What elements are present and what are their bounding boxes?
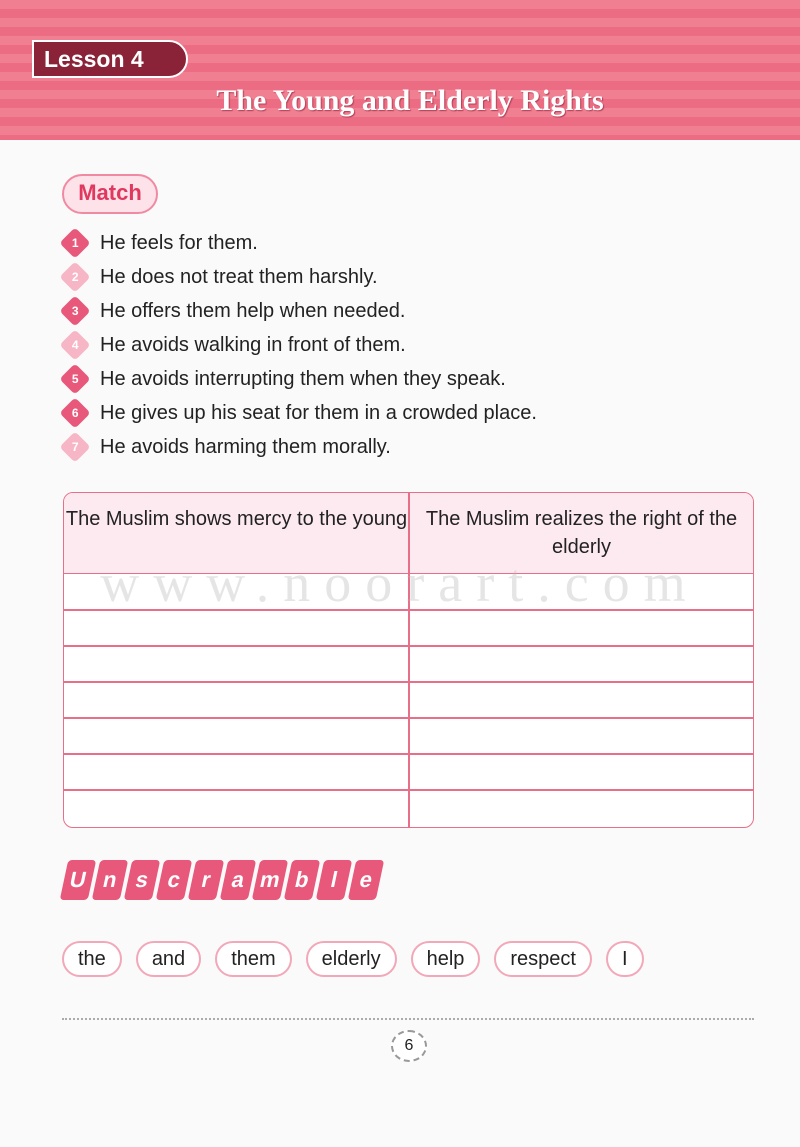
match-item (64, 364, 506, 394)
lesson-label: Lesson 4 (32, 40, 188, 78)
match-item (64, 228, 258, 258)
word-bank (62, 941, 644, 977)
word-chip: I (606, 941, 644, 977)
match-item-text: He feels for them. (100, 231, 258, 254)
column-header-young: The Muslim shows mercy to the young (65, 508, 408, 530)
letter-tile: e (348, 860, 385, 900)
number-badge: 7 (59, 431, 90, 462)
letter-tile: l (316, 860, 353, 900)
letter-tile: U (60, 860, 97, 900)
word-chip: elderly (306, 941, 397, 977)
number-badge: 6 (59, 397, 90, 428)
word-chip: help (411, 941, 481, 977)
row-line (64, 753, 753, 755)
word-chip: the (62, 941, 122, 977)
word-chip: and (136, 941, 201, 977)
match-item-text: He does not treat them harshly. (100, 265, 378, 288)
letter-tile: m (252, 860, 289, 900)
match-item (64, 296, 405, 326)
match-item (64, 398, 537, 428)
number-badge: 4 (59, 329, 90, 360)
column-header-elderly: The Muslim realizes the right of the elderly (425, 508, 738, 558)
row-line (64, 645, 753, 647)
answer-line (62, 1018, 754, 1020)
row-line (64, 789, 753, 791)
number-badge: 2 (59, 261, 90, 292)
page-title: The Young and Elderly Rights (216, 84, 604, 117)
letter-tile: n (92, 860, 129, 900)
word-chip: respect (494, 941, 592, 977)
word-chip: them (215, 941, 291, 977)
row-line (64, 681, 753, 683)
letter-tile: s (124, 860, 161, 900)
match-item (64, 330, 406, 360)
number-badge: 1 (59, 227, 90, 258)
match-item-text: He avoids interrupting them when they speak. (100, 367, 506, 390)
matching-table (63, 492, 754, 828)
row-line (64, 717, 753, 719)
page-number: 6 (391, 1030, 427, 1062)
number-badge: 3 (59, 295, 90, 326)
letter-tile: a (220, 860, 257, 900)
unscramble-heading (64, 860, 384, 900)
match-heading: Match (62, 174, 158, 214)
match-item-text: He avoids walking in front of them. (100, 333, 406, 356)
letter-tile: b (284, 860, 321, 900)
number-badge: 5 (59, 363, 90, 394)
match-item-text: He offers them help when needed. (100, 299, 406, 322)
match-item-text: He gives up his seat for them in a crowded place. (100, 401, 537, 424)
match-item-text: He avoids harming them morally. (100, 435, 391, 458)
column-divider (408, 493, 410, 827)
letter-tile: c (156, 860, 193, 900)
match-item (64, 432, 391, 462)
letter-tile: r (188, 860, 225, 900)
watermark: www.noorart.com (100, 553, 700, 613)
match-item (64, 262, 378, 292)
